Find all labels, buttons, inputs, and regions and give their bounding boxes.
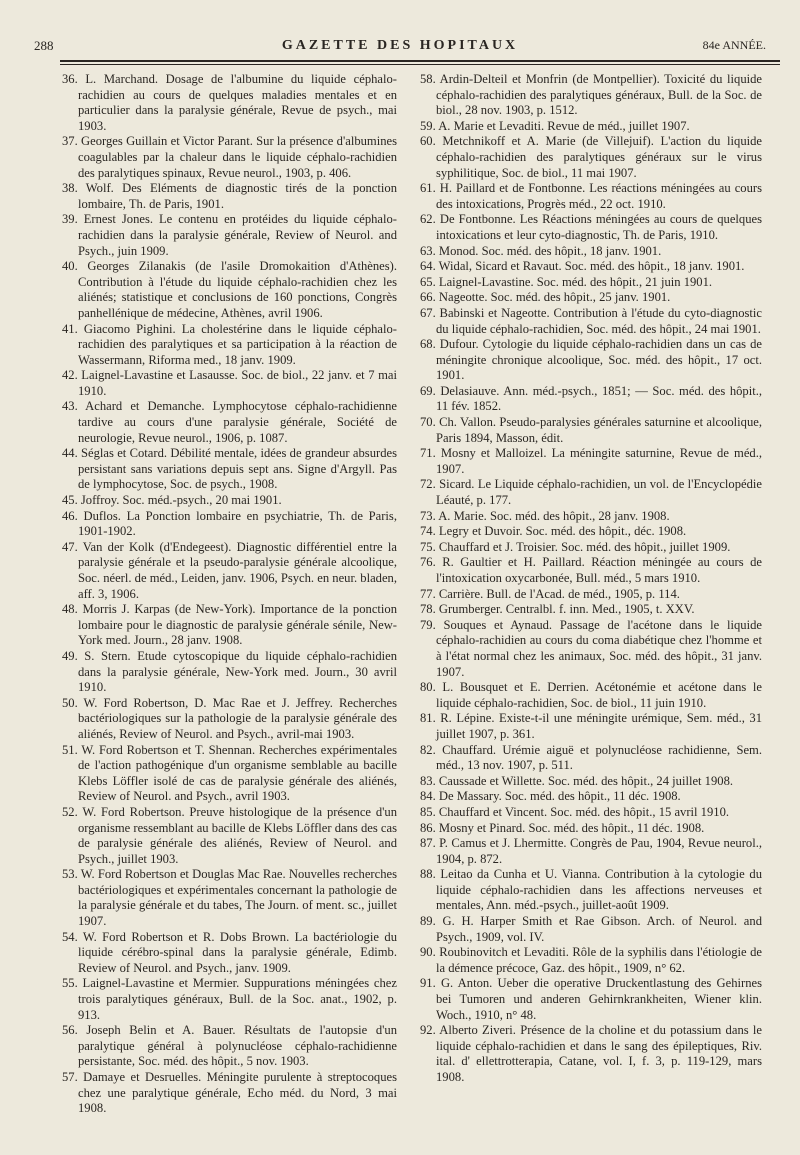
journal-title: GAZETTE DES HOPITAUX xyxy=(281,38,519,53)
reference-entry: 71. Mosny et Malloizel. La méningite saturnine, Revue de méd., 1907. xyxy=(420,446,762,476)
reference-entry: 59. A. Marie et Levaditi. Revue de méd., juillet 1907. xyxy=(420,118,690,133)
reference-entry: 57. Damaye et Desruelles. Méningite purulente à streptocoques chez une paralytique générale, Echo méd. du Nord, 3 mai 1908. xyxy=(62,1070,397,1116)
reference-entry: 38. Wolf. Des Eléments de diagnostic tirés de la ponction lombaire, Th. de Paris, 1901. xyxy=(62,181,397,211)
left-column xyxy=(62,72,397,1117)
reference-entry: 50. W. Ford Robertson, D. Mac Rae et J. Jeffrey. Recherches bactériologiques sur la pathologie de la paralysie générale des aliénés, Review of Neurol. and Psych., avril-mai 1903. xyxy=(62,695,397,741)
reference-entry: 75. Chauffard et J. Troisier. Soc. méd. des hôpit., juillet 1909. xyxy=(420,539,731,554)
reference-entry: 53. W. Ford Robertson et Douglas Mac Rae. Nouvelles recherches bactériologiques et expérimentales concernant la pathologie de la paralysie générale et du tabes, The Journ. of ment. sc., juillet 1907. xyxy=(62,867,397,929)
reference-entry: 48. Morris J. Karpas (de New-York). Importance de la ponction lombaire pour le diagnostic de paralysie générale sénile, New-York med. Journ., 28 janv. 1908. xyxy=(62,602,397,648)
reference-entry: 88. Leitao da Cunha et U. Vianna. Contribution à la cytologie du liquide céphalo-rachidien dans les affections nerveuses et mentales, Ann. méd.-psych., juillet-août 1909. xyxy=(420,867,762,913)
reference-entry: 87. P. Camus et J. Lhermitte. Congrès de Pau, 1904, Revue neurol., 1904, p. 872. xyxy=(420,836,762,866)
reference-entry: 69. Delasiauve. Ann. méd.-psych., 1851; — Soc. méd. des hôpit., 11 fév. 1852. xyxy=(420,383,762,414)
reference-entry: 81. R. Lépine. Existe-t-il une méningite urémique, Sem. méd., 31 juillet 1907, p. 361. xyxy=(420,711,762,741)
reference-entry: 60. Metchnikoff et A. Marie (de Villejuif). L'action du liquide céphalo-rachidien des paralytiques généraux sur le virus syphilitique, Soc. de biol., 11 mai 1907. xyxy=(420,134,762,180)
reference-entry: 37. Georges Guillain et Victor Parant. Sur la présence d'albumines coagulables par la chaleur dans le liquide céphalo-rachidien des paralytiques spinaux, Revue neurol., 1903, p. 406. xyxy=(62,134,397,180)
reference-entry: 92. Alberto Ziveri. Présence de la choline et du potassium dans le liquide céphalo-rachidien et dans le sang des épileptiques, Riv. ital. d' ellettrotterapia, Catane, vol. I, f. 3, p. 119-129, mars 1908. xyxy=(420,1023,762,1084)
page-header xyxy=(34,38,766,60)
reference-entry: 68. Dufour. Cytologie du liquide céphalo-rachidien dans un cas de méningite chronique alcoolique, Soc. méd. des hôpit., 17 oct. 1901. xyxy=(420,337,762,383)
annee-label: 84e ANNÉE. xyxy=(702,38,766,52)
reference-entry: 74. Legry et Duvoir. Soc. méd. des hôpit., déc. 1908. xyxy=(420,524,687,539)
reference-entry: 76. R. Gaultier et H. Paillard. Réaction méningée au cours de l'intoxication oxycarbonée, Bull. méd., 5 mars 1910. xyxy=(420,555,762,585)
reference-entry: 61. H. Paillard et de Fontbonne. Les réactions méningées au cours des intoxications, Progrès méd., 22 oct. 1910. xyxy=(420,181,762,211)
reference-entry: 49. S. Stern. Etude cytoscopique du liquide céphalo-rachidien dans la paralysie générale, New-York med. Journ., 30 avril 1910. xyxy=(62,648,397,695)
reference-entry: 42. Laignel-Lavastine et Lasausse. Soc. de biol., 22 janv. et 7 mai 1910. xyxy=(62,368,397,398)
reference-entry: 90. Roubinovitch et Levaditi. Rôle de la syphilis dans l'étiologie de la démence précoce, Gaz. des hôpit., 1909, n° 62. xyxy=(420,945,762,975)
reference-entry: 70. Ch. Vallon. Pseudo-paralysies générales saturnine et alcoolique, Paris 1894, Masson, édit. xyxy=(420,415,762,445)
reference-entry: 85. Chauffard et Vincent. Soc. méd. des hôpit., 15 avril 1910. xyxy=(420,804,730,819)
reference-entry: 46. Duflos. La Ponction lombaire en psychiatrie, Th. de Paris, 1901-1902. xyxy=(62,508,397,539)
header-rule xyxy=(60,60,780,62)
reference-entry: 65. Laignel-Lavastine. Soc. méd. des hôpit., 21 juin 1901. xyxy=(420,274,713,289)
reference-entry: 86. Mosny et Pinard. Soc. méd. des hôpit., 11 déc. 1908. xyxy=(420,820,705,835)
reference-entry: 45. Joffroy. Soc. méd.-psych., 20 mai 1901. xyxy=(62,493,282,508)
reference-entry: 40. Georges Zilanakis (de l'asile Dromokaition d'Athènes). Contribution à l'étude du liquide céphalo-rachidien chez les aliénés; statistique et conclusions de 160 ponctions, Congrès panhellénique de médecine, Athènes, avril 1906. xyxy=(62,259,397,320)
reference-entry: 73. A. Marie. Soc. méd. des hôpit., 28 janv. 1908. xyxy=(420,508,670,523)
reference-entry: 54. W. Ford Robertson et R. Dobs Brown. La bactériologie du liquide cérébro-spinal dans la paralysie générale, Edimb. Review of Neurol. and Psych., janv. 1909. xyxy=(62,929,397,975)
reference-entry: 56. Joseph Belin et A. Bauer. Résultats de l'autopsie d'un paralytique général à polynucléose céphalo-rachidienne persistante, Soc. méd. des hôpit., 5 nov. 1903. xyxy=(62,1023,397,1069)
reference-entry: 44. Séglas et Cotard. Débilité mentale, idées de grandeur absurdes persistant sans variations depuis sept ans. Signe d'Argyll. Pas de lymphocytose, Soc. de psych., 1908. xyxy=(62,446,397,492)
reference-entry: 72. Sicard. Le Liquide céphalo-rachidien, un vol. de l'Encyclopédie Léauté, p. 177. xyxy=(420,477,762,508)
reference-entry: 79. Souques et Aynaud. Passage de l'acétone dans le liquide céphalo-rachidien au cours du coma diabétique chez l'homme et à l'état normal chez les animaux, Soc. méd. des hôpit., 31 janv. 1907. xyxy=(420,617,762,679)
reference-entry: 91. G. Anton. Ueber die operative Druckentlastung des Gehirnes bei Tumoren und anderen Gehirnkrankheiten, Wiener klin. Woch., 1910, n° 48. xyxy=(420,976,762,1022)
reference-entry: 66. Nageotte. Soc. méd. des hôpit., 25 janv. 1901. xyxy=(420,290,671,305)
reference-entry: 47. Van der Kolk (d'Endegeest). Diagnostic différentiel entre la paralysie générale et la pseudo-paralysie générale alcoolique, Soc. néerl. de méd., Leiden, janv. 1906, Psych. en neur. bladen, aff. 3, 1906. xyxy=(62,539,397,601)
reference-entry: 55. Laignel-Lavastine et Mermier. Suppurations méningées chez trois paralytiques généraux, Bull. de la Soc. anat., 1902, p. 913. xyxy=(62,976,397,1022)
reference-entry: 82. Chauffard. Urémie aiguë et polynucléose rachidienne, Sem. méd., 13 nov. 1907, p. 511. xyxy=(420,742,762,773)
reference-entry: 63. Monod. Soc. méd. des hôpit., 18 janv. 1901. xyxy=(420,243,662,258)
reference-entry: 36. L. Marchand. Dosage de l'albumine du liquide céphalo-rachidien au cours de quelques maladies mentales et en particulier dans la paralysie générale, Revue de psych., mai 1903. xyxy=(62,72,397,133)
reference-entry: 77. Carrière. Bull. de l'Acad. de méd., 1905, p. 114. xyxy=(420,586,680,601)
reference-entry: 51. W. Ford Robertson et T. Shennan. Recherches expérimentales de l'action pathogénique d'un organisme semblable au bacille Klebs Löffler isolé de cas de paralysie générale des aliénés, Review of Neurol. and Psych., avril 1903. xyxy=(62,742,397,804)
reference-entry: 43. Achard et Demanche. Lymphocytose céphalo-rachidienne tardive au cours d'une paralysie générale, Société de neurologie, Revue neurol., 1906, p. 1087. xyxy=(62,399,397,445)
reference-entry: 58. Ardin-Delteil et Monfrin (de Montpellier). Toxicité du liquide céphalo-rachidien des paralytiques généraux, Bull. de la Soc. de biol., 28 nov. 1903, p. 1512. xyxy=(420,72,762,118)
reference-entry: 83. Caussade et Willette. Soc. méd. des hôpit., 24 juillet 1908. xyxy=(420,773,734,788)
reference-entry: 84. De Massary. Soc. méd. des hôpit., 11 déc. 1908. xyxy=(420,789,681,804)
reference-entry: 39. Ernest Jones. Le contenu en protéides du liquide céphalo-rachidien dans la paralysie générale, Review of Neurol. and Psych., juin 1909. xyxy=(62,212,397,258)
reference-entry: 80. L. Bousquet et E. Derrien. Acétonémie et acétone dans le liquide céphalo-rachidien, Soc. de biol., 11 juin 1910. xyxy=(420,680,762,710)
reference-entry: 41. Giacomo Pighini. La cholestérine dans le liquide céphalo-rachidien des paralytiques et sa participation à la réaction de Wassermann, Riforma med., 18 janv. 1909. xyxy=(62,321,397,367)
reference-entry: 52. W. Ford Robertson. Preuve histologique de la présence d'un organisme ressemblant au bacille de Klebs Löffler dans des cas de paralysie générale des aliénés, Review of Neurol. and Psych., juillet 1903. xyxy=(62,804,397,866)
reference-entry: 64. Widal, Sicard et Ravaut. Soc. méd. des hôpit., 18 janv. 1901. xyxy=(420,259,745,274)
page-number: 288 xyxy=(34,38,54,53)
right-column xyxy=(420,72,762,1086)
reference-entry: 89. G. H. Harper Smith et Rae Gibson. Arch. of Neurol. and Psych., 1909, vol. IV. xyxy=(420,914,762,944)
reference-entry: 67. Babinski et Nageotte. Contribution à l'étude du cyto-diagnostic du liquide céphalo-rachidien, Soc. méd. des hôpit., 24 mai 1901. xyxy=(420,305,762,336)
header-rule-thin xyxy=(60,64,780,65)
reference-entry: 62. De Fontbonne. Les Réactions méningées au cours de quelques intoxications et leur cyto-diagnostic, Th. de Paris, 1910. xyxy=(420,212,762,242)
reference-entry: 78. Grumberger. Centralbl. f. inn. Med., 1905, t. XXV. xyxy=(420,602,695,617)
